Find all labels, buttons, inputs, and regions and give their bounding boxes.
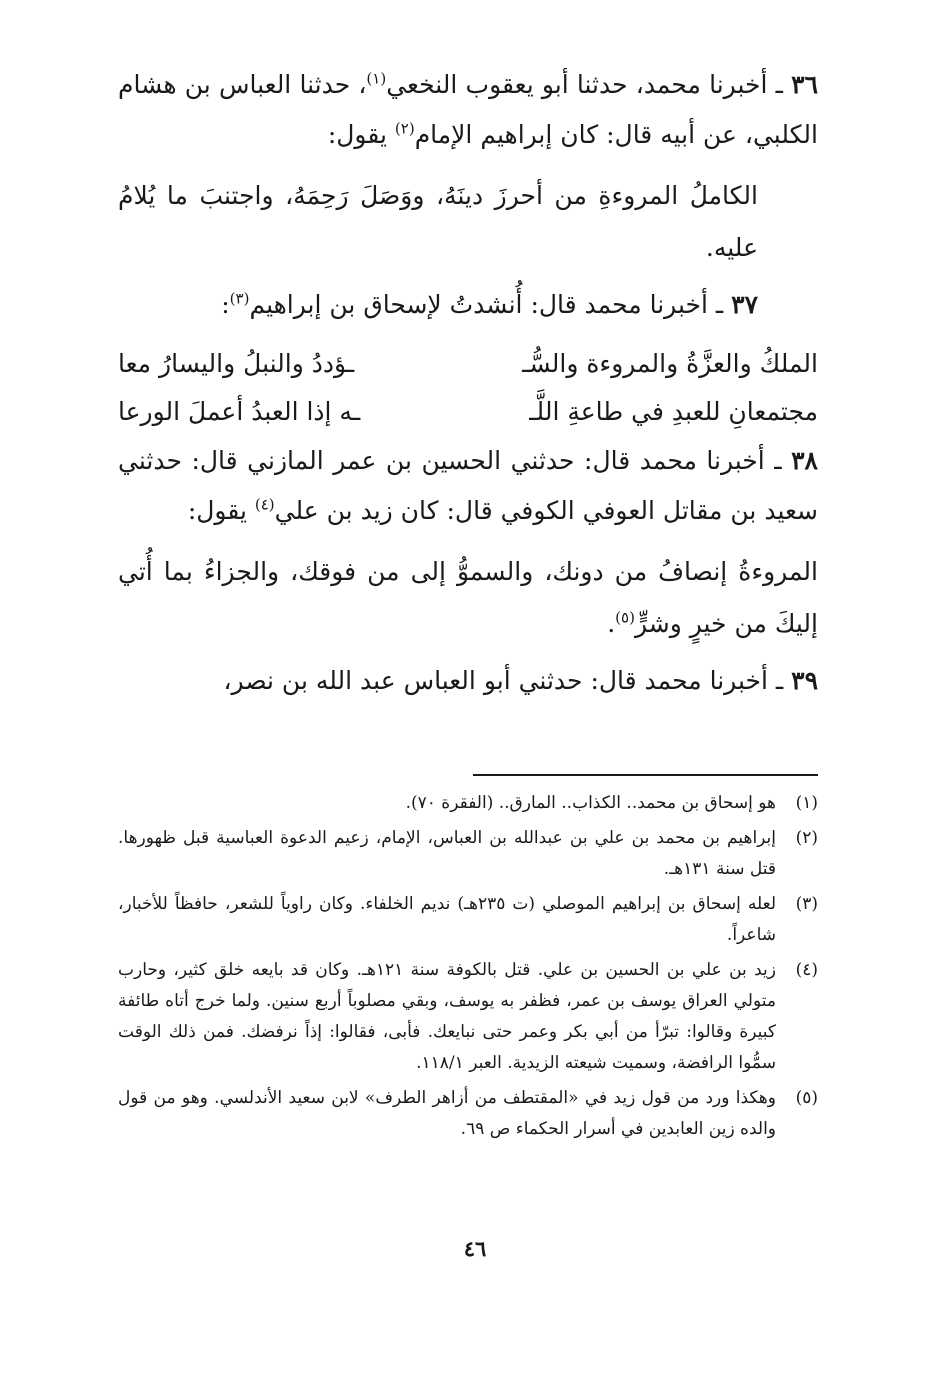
- verse-first-hemistich: الملكُ والعزَّةُ والمروءة والسُّـ: [522, 349, 818, 378]
- footnote: [118, 955, 818, 1079]
- footnote: [118, 1083, 818, 1145]
- verse-second-hemistich: ـه إذا العبدُ أعملَ الورعا: [118, 397, 361, 426]
- quote-38: [118, 546, 818, 650]
- footnote-number: (٢): [795, 828, 818, 848]
- footnote-text: وهكذا ورد من قول زيد في «المقتطف من أزاهر الطرف» لابن سعيد الأندلسي. وهو من قول والده زين العابدين في أسرار الحكماء ص ٦٩.: [118, 1088, 776, 1139]
- paragraph-text: ـ أخبرنا محمد قال: حدثني أبو العباس عبد الله بن نصر،: [223, 666, 784, 695]
- paragraph-number: ٣٦: [791, 70, 819, 99]
- footnote-text: زيد بن علي بن الحسين بن علي. قتل بالكوفة سنة ١٢١هـ. وكان قد بايعه خلق كثير، وحارب متولي العراق يوسف بن عمر، فظفر به يوسف، وبقي مصلوباً أربع سنين. ولما خرج أتاه طائفة كبيرة وقالوا: تبرّأ من أبي بكر وعمر حتى نبايعك. فأبى، فقالوا: إذاً نرفضك. فمن ذلك الوقت سمُّوا الرافضة، وسميت شيعته الزيدية. العبر ١١٨/١.: [118, 960, 776, 1073]
- verse-line: [118, 340, 818, 388]
- quote-36: الكاملُ المروءةِ من أحرزَ دينَهُ، ووَصَلَ رَحِمَهُ، واجتنبَ ما يُلامُ عليه.: [118, 181, 758, 262]
- footnote-text: إبراهيم بن محمد بن علي بن عبدالله بن العباس، الإمام، زعيم الدعوة العباسية قبل ظهورها. قتل سنة ١٣١هـ.: [118, 828, 776, 879]
- paragraph-number: ٣٨: [791, 446, 818, 475]
- footnote-number: (٤): [795, 960, 818, 980]
- poem: [118, 340, 818, 436]
- footnote: [118, 889, 818, 951]
- quote-text: .: [607, 609, 616, 638]
- quote-text: المروءةُ إنصافُ من دونك، والسموُّ إلى من فوقك، والجزاءُ بما أُتي إليكَ من خيرٍ وشرٍّ: [118, 557, 818, 638]
- footnote-separator: [473, 774, 818, 776]
- footnote: [118, 788, 818, 819]
- verse-first-hemistich: مجتمعانِ للعبدِ في طاعةِ اللَّـ: [529, 397, 818, 426]
- footnotes: [118, 788, 818, 1149]
- footnote-text: هو إسحاق بن محمد.. الكذاب.. المارق.. (الفقرة ٧٠).: [405, 793, 776, 813]
- paragraph-38: [118, 436, 818, 536]
- main-text: [118, 60, 818, 716]
- paragraph-text: ـ أخبرنا محمد، حدثنا أبو يعقوب النخعي: [386, 70, 783, 99]
- footnote-ref[interactable]: (٣): [229, 289, 250, 308]
- footnote-number: (٣): [795, 894, 818, 914]
- page-number: ٤٦: [463, 1236, 487, 1261]
- paragraph-number: ٣٩: [791, 666, 818, 695]
- paragraph-text: يقول:: [327, 120, 395, 149]
- verse-line: [118, 388, 818, 436]
- footnote: [118, 823, 818, 885]
- paragraph-39: [118, 656, 818, 706]
- footnote-text: لعله إسحاق بن إبراهيم الموصلي (ت ٢٣٥هـ) نديم الخلفاء. وكان راوياً للشعر، حافظاً للأخبار، شاعراً.: [118, 894, 776, 945]
- footnote-ref[interactable]: (٥): [615, 608, 635, 627]
- paragraph-36: [118, 60, 818, 160]
- footnote-ref[interactable]: (١): [366, 69, 387, 88]
- footnote-ref[interactable]: (٤): [254, 495, 275, 514]
- paragraph-number: ٣٧: [731, 290, 758, 319]
- paragraph-text: :: [221, 290, 230, 319]
- footnote-number: (١): [795, 793, 818, 813]
- verse-second-hemistich: ـؤددُ والنبلُ واليسارُ معا: [118, 349, 355, 378]
- footnote-number: (٥): [795, 1088, 818, 1108]
- paragraph-text: يقول:: [187, 496, 255, 525]
- paragraph-text: ، حدثنا العباس بن هشام الكلبي، عن أبيه قال: كان إبراهيم الإمام: [118, 70, 818, 149]
- footnote-ref[interactable]: (٢): [394, 119, 415, 138]
- paragraph-37: [118, 280, 758, 330]
- paragraph-text: ـ أخبرنا محمد قال: أُنشدتُ لإسحاق بن إبراهيم: [249, 290, 724, 319]
- paragraph-text: ـ أخبرنا محمد قال: حدثني الحسين بن عمر المازني قال: حدثني سعيد بن مقاتل العوفي الكوفي قال: كان زيد بن علي: [118, 446, 818, 525]
